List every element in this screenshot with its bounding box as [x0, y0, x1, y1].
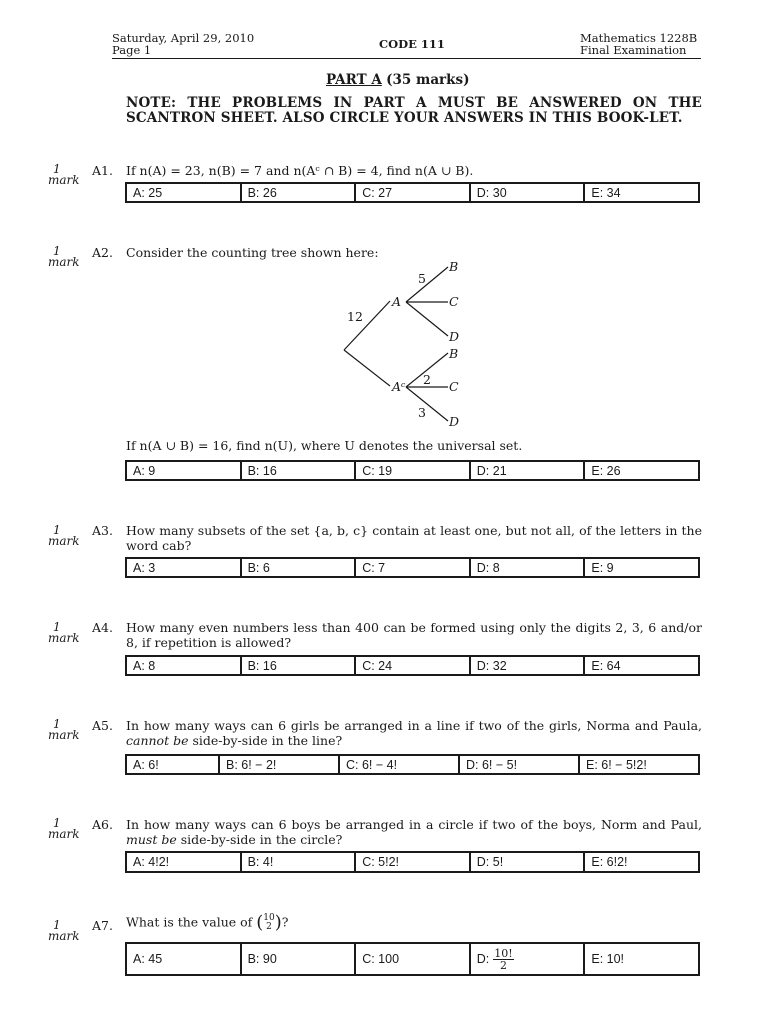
answer-option-c[interactable]: C: 5!2!: [354, 853, 469, 871]
answer-row: [125, 557, 700, 578]
question-text: If n(A) = 23, n(B) = 7 and n(Aᶜ ∩ B) = 4, find n(A ∪ B).: [126, 163, 474, 178]
instructions-note: NOTE: THE PROBLEMS IN PART A MUST BE ANSWERED ON THE SCANTRON SHEET. ALSO CIRCLE YOUR ANSWERS IN THIS BOOK-LET.: [126, 95, 702, 126]
answer-option-e[interactable]: E: 6!2!: [583, 853, 698, 871]
question-text-part: ?: [281, 914, 289, 930]
tree-leaf-bottom-b: B: [449, 346, 459, 361]
mark-label: 1 mark: [48, 162, 80, 187]
answer-option-c[interactable]: C: 27: [354, 184, 469, 201]
question-text-part: What is the value of: [126, 914, 257, 930]
question-number: A1.: [92, 163, 113, 178]
answer-option-c[interactable]: C: 6! − 4!: [338, 756, 458, 773]
part-marks: (35 marks): [386, 72, 470, 88]
answer-option-a[interactable]: A: 9: [133, 463, 156, 478]
tree-leaf-top-d: D: [449, 329, 460, 344]
answer-option-b[interactable]: B: 16: [240, 657, 355, 674]
answer-option-c[interactable]: C: 7: [354, 559, 469, 576]
question-number: A2.: [92, 245, 113, 260]
answer-option-a[interactable]: A: 4!2!: [133, 855, 170, 869]
question-text-part: In how many ways can 6 girls be arranged in a line if two of the girls, Norma and Paula,: [126, 718, 702, 733]
answer-row: [125, 460, 700, 481]
tree-leaf-top-b: B: [449, 259, 459, 274]
question-text: [126, 718, 702, 748]
answer-option-c[interactable]: C: 24: [354, 657, 469, 674]
part-title: PART A: [326, 72, 382, 88]
question-number: A3.: [92, 523, 113, 538]
question-text: How many even numbers less than 400 can be formed using only the digits 2, 3, 6 and/or 8, if repetition is allowed?: [126, 620, 702, 650]
answer-option-b[interactable]: B: 6: [240, 559, 355, 576]
answer-option-d[interactable]: D: 5!: [469, 853, 584, 871]
answer-option-d[interactable]: D: 6! − 5!: [458, 756, 578, 773]
question-number: A5.: [92, 718, 113, 733]
mark-label: 1 mark: [48, 523, 80, 548]
question-text: How many subsets of the set {a, b, c} contain at least one, but not all, of the letters in the word cab?: [126, 523, 702, 553]
binomial-paren-left: (: [256, 912, 264, 933]
header-exam: Final Examination: [580, 43, 687, 57]
answer-row: [125, 942, 700, 976]
answer-option-b[interactable]: B: 26: [240, 184, 355, 201]
answer-row: [125, 851, 700, 873]
answer-option-d-label: D:: [476, 952, 490, 966]
answer-option-e[interactable]: E: 9: [583, 559, 698, 576]
answer-option-d[interactable]: D: 8: [469, 559, 584, 576]
tree-label-bottom-c: 2: [423, 372, 431, 387]
header-rule: [112, 58, 701, 59]
question-number: A6.: [92, 817, 113, 832]
tree-label-root-branch: 12: [347, 309, 363, 324]
tree-leaf-bottom-d: D: [449, 414, 460, 429]
answer-option-a[interactable]: A: 3: [133, 560, 156, 575]
question-followup-text: If n(A ∪ B) = 16, find n(U), where U denotes the universal set.: [126, 438, 523, 453]
answer-option-d[interactable]: D: 30: [469, 184, 584, 201]
mark-label: 1 mark: [48, 717, 80, 742]
counting-tree-diagram: [330, 255, 470, 435]
binomial-paren-right: ): [274, 912, 282, 933]
tree-branch-top-b: [406, 267, 448, 302]
answer-option-d-fraction: [493, 948, 513, 971]
tree-label-bottom-d: 3: [418, 405, 426, 420]
question-text-part: side-by-side in the circle?: [176, 832, 343, 847]
question-number: A4.: [92, 620, 113, 635]
header-date: Saturday, April 29, 2010: [112, 31, 255, 45]
answer-option-b[interactable]: B: 16: [240, 462, 355, 479]
answer-option-a[interactable]: A: 25: [133, 185, 163, 200]
answer-option-b[interactable]: B: 4!: [240, 853, 355, 871]
answer-row: [125, 655, 700, 676]
tree-node-bottom: Aᶜ: [392, 379, 406, 394]
answer-option-d[interactable]: D: 21: [469, 462, 584, 479]
header-page: Page 1: [112, 43, 152, 57]
answer-row: [125, 182, 700, 203]
tree-node-top: A: [392, 294, 402, 309]
mark-label: 1 mark: [48, 620, 80, 645]
tree-branch-root-bottom: [344, 350, 390, 386]
answer-option-b[interactable]: B: 6! − 2!: [218, 756, 338, 773]
answer-option-c[interactable]: C: 100: [354, 944, 469, 974]
tree-branch-top-d: [406, 302, 448, 336]
tree-label-top-b: 5: [418, 271, 426, 286]
answer-option-a[interactable]: A: 8: [133, 658, 156, 673]
binomial-top: 10: [263, 913, 275, 923]
question-text-part: In how many ways can 6 boys be arranged in a circle if two of the boys, Norm and Paul,: [126, 817, 702, 832]
answer-option-d[interactable]: D: 32: [469, 657, 584, 674]
answer-option-e[interactable]: E: 64: [583, 657, 698, 674]
answer-option-e[interactable]: E: 6! − 5!2!: [578, 756, 698, 773]
fraction-denominator: 2: [499, 958, 507, 972]
answer-row: [125, 754, 700, 775]
question-text-part: side-by-side in the line?: [188, 733, 343, 748]
question-text: Consider the counting tree shown here:: [126, 245, 379, 260]
tree-branch-bottom-d: [406, 387, 448, 421]
binomial-coefficient: [256, 914, 282, 932]
header-code: CODE 111: [379, 37, 445, 51]
answer-option-e[interactable]: E: 26: [583, 462, 698, 479]
answer-option-e[interactable]: E: 34: [583, 184, 698, 201]
tree-leaf-top-c: C: [449, 294, 459, 309]
question-emphasis: must be: [126, 832, 177, 847]
mark-label: 1 mark: [48, 918, 80, 943]
question-text: [126, 817, 702, 847]
question-emphasis: cannot be: [126, 733, 189, 748]
mark-label: 1 mark: [48, 244, 80, 269]
answer-option-a[interactable]: A: 45: [133, 952, 163, 966]
header-course: Mathematics 1228B: [580, 31, 698, 45]
question-number: A7.: [92, 918, 113, 933]
answer-option-e[interactable]: E: 10!: [583, 944, 698, 974]
answer-option-b[interactable]: B: 90: [240, 944, 355, 974]
part-heading: [326, 72, 470, 88]
answer-option-d[interactable]: [469, 944, 584, 974]
answer-option-a[interactable]: A: 6!: [133, 757, 159, 772]
question-text: [126, 914, 702, 932]
binomial-bottom: 2: [266, 922, 272, 932]
mark-label: 1 mark: [48, 816, 80, 841]
tree-leaf-bottom-c: C: [449, 379, 459, 394]
answer-option-c[interactable]: C: 19: [354, 462, 469, 479]
fraction-numerator: 10!: [494, 946, 513, 960]
